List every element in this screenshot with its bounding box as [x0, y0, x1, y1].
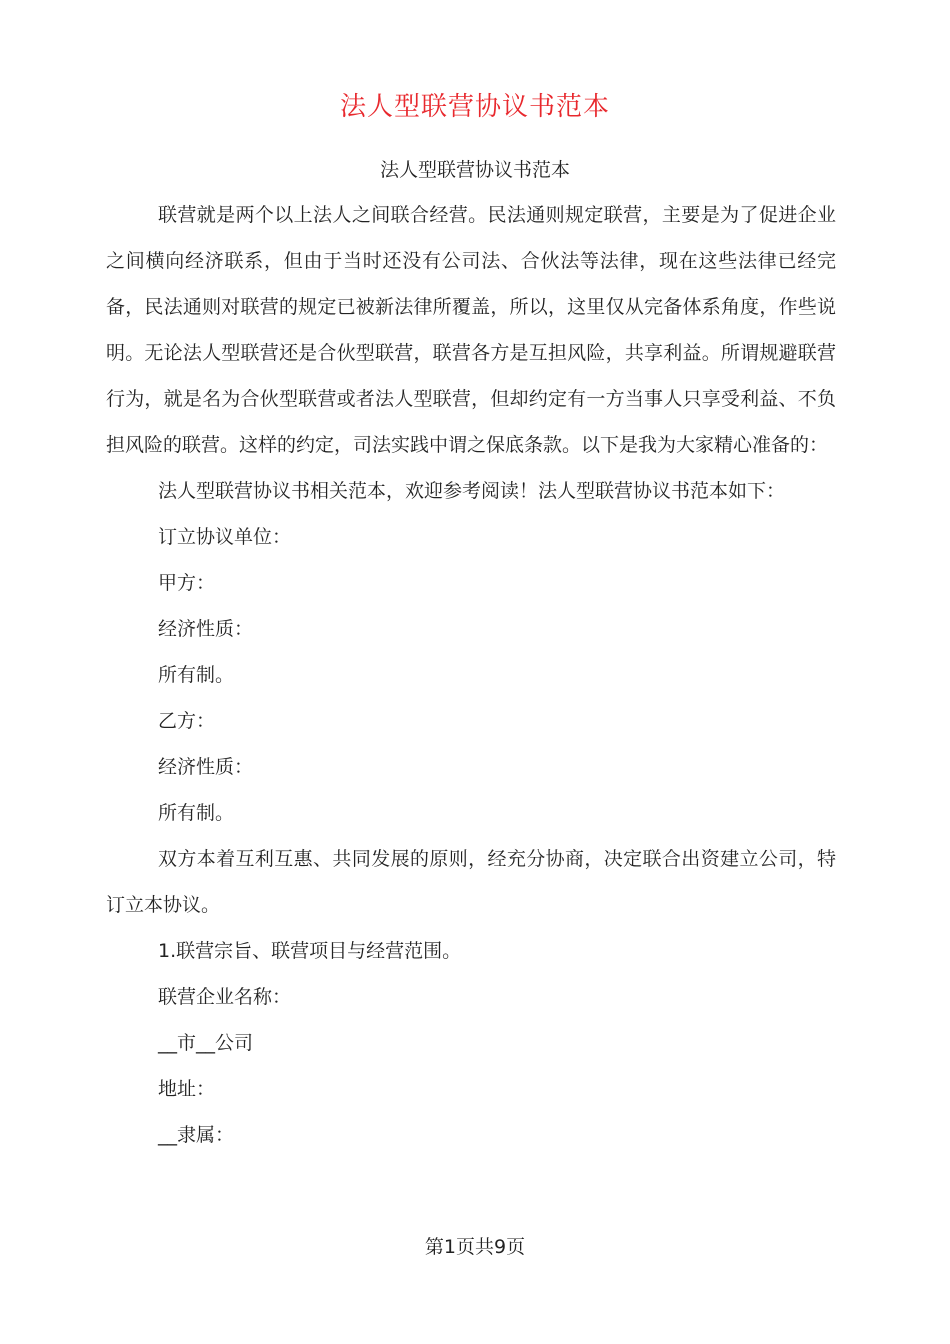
document-title: 法人型联营协议书范本 — [339, 92, 610, 122]
party-line-5: 乙方： — [158, 710, 216, 732]
purpose-paragraph: 双方本着互利互惠、共同发展的原则，经充分协商，决定联合出资建立公司，特订立本协议。 — [106, 848, 836, 916]
lead-line: 法人型联营协议书相关范本，欢迎参考阅读！法人型联营协议书范本如下： — [158, 480, 786, 502]
intro-paragraph: 联营就是两个以上法人之间联合经营。民法通则规定联营，主要是为了促进企业之间横向经济联系，但由于当时还没有公司法、合伙法等法律，现在这些法律已经完备，民法通则对联营的规定已被新法律所覆盖，所以，这里仅从完备体系角度，作些说明。无论法人型联营还是合伙型联营，联营各方是互担风险，共享利益。所谓规避联营行为，就是名为合伙型联营或者法人型联营，但却约定有一方当事人只享受利益、不负担风险的联营。这样的约定，司法实践中谓之保底条款。以下是我为大家精心准备的： — [106, 204, 836, 456]
party-line-7: 所有制。 — [158, 802, 235, 824]
section-line-3: __市__公司 — [158, 1032, 254, 1054]
page-number-footer: 第1页共9页 — [424, 1236, 526, 1258]
party-line-6: 经济性质： — [158, 756, 254, 778]
document-subtitle: 法人型联营协议书范本 — [379, 159, 570, 181]
section-line-2: 联营企业名称： — [158, 986, 292, 1008]
section-line-5: __隶属： — [158, 1124, 235, 1146]
party-line-4: 所有制。 — [158, 664, 235, 686]
party-line-1: 订立协议单位： — [158, 526, 292, 548]
party-line-3: 经济性质： — [158, 618, 254, 640]
section-line-4: 地址： — [158, 1078, 216, 1100]
party-line-2: 甲方： — [158, 572, 216, 594]
section-line-1: 1.联营宗旨、联营项目与经营范围。 — [158, 940, 462, 962]
document-body — [106, 192, 836, 1158]
